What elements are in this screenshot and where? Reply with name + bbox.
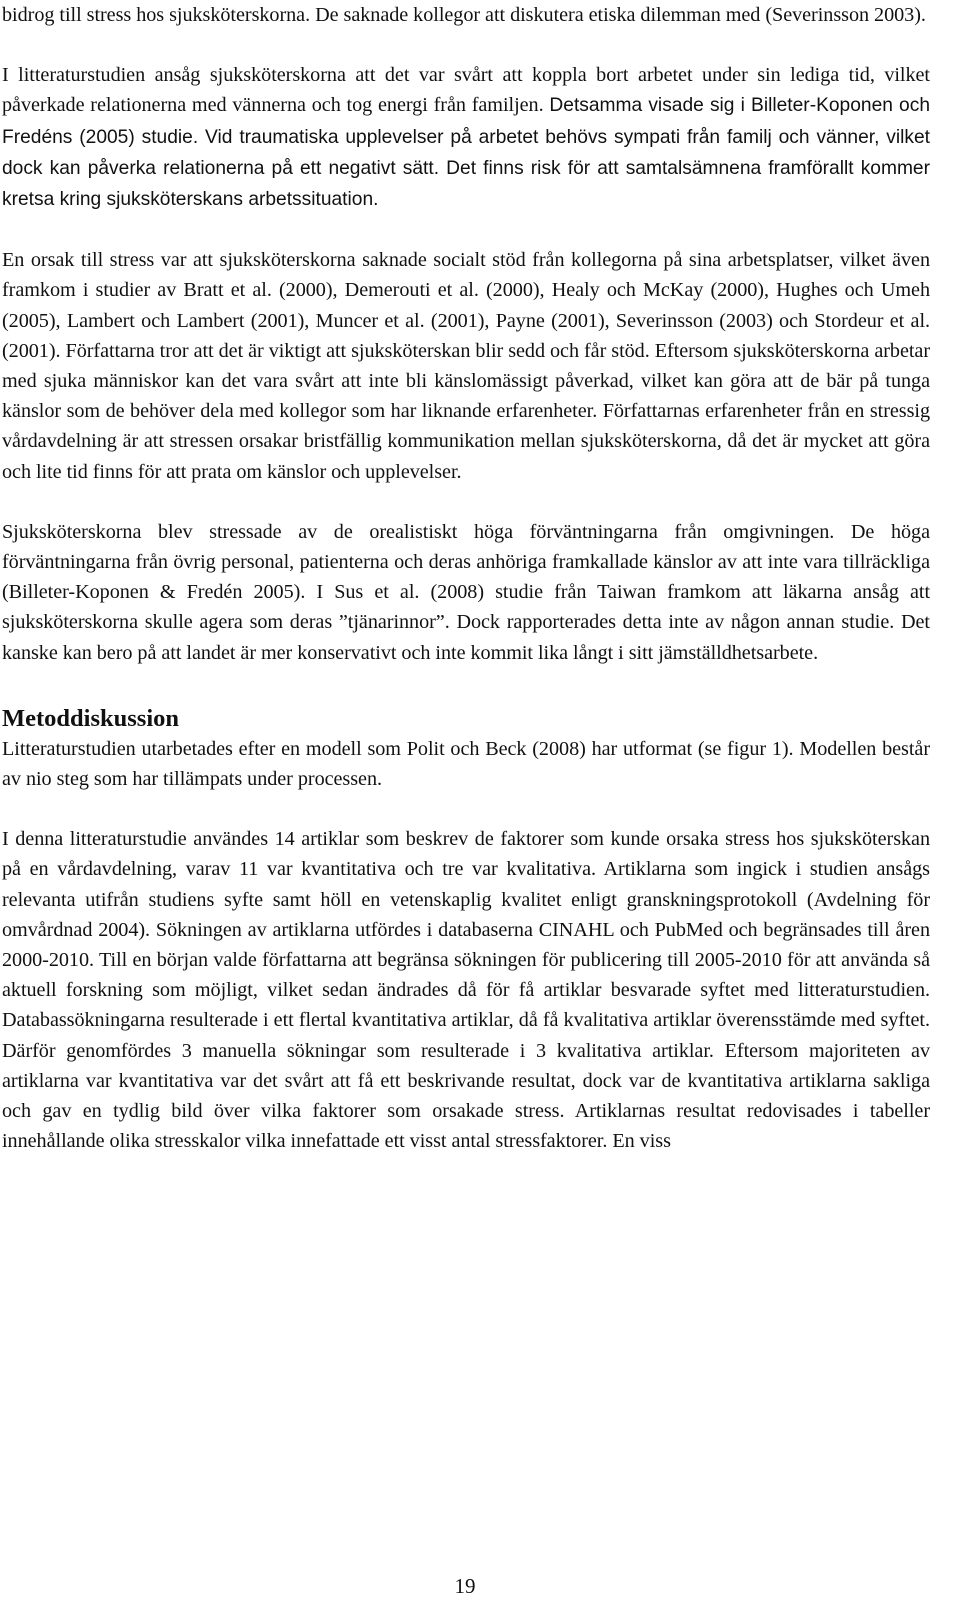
paragraph-gap: [2, 30, 930, 60]
page-number: 19: [454, 1574, 476, 1598]
paragraph-2-part-a: I litteraturstudien ansåg sjuksköterskorna att det var svårt att koppla bort arbetet under sin lediga tid, vilket påverkade relationerna med vännerna och tog energi från familjen.: [2, 64, 930, 117]
paragraph-3: En orsak till stress var att sjuksköterskorna saknade socialt stöd från kollegorna på sina arbetsplatser, vilket även framkom i studier av Bratt et al. (2000), Demerouti et al. (2000), Healy och McKay (2000), Hughes och Umeh (2005), Lambert och Lambert (2001), Muncer et al. (2001), Payne (2001), Severinsson (2003) och Stordeur et al. (2001). Författarna tror att det är viktigt att sjuksköterskan blir sedd och får stöd. Eftersom sjuksköterskorna arbetar med sjuka människor kan det vara svårt att inte bli känslomässigt påverkad, vilket kan göra att de bär på tunga känslor som de behöver dela med kollegor som har liknande erfarenheter. Författarnas erfarenheter från en stressig vårdavdelning är att stressen orsakar bristfällig kommunikation mellan sjuksköterskorna, då det är mycket att göra och lite tid finns för att prata om känslor och upplevelser.: [2, 249, 930, 483]
paragraph-gap: [2, 794, 930, 824]
paragraph-6: I denna litteraturstudie användes 14 artiklar som beskrev de faktorer som kunde orsaka stress hos sjuksköterskan på en vårdavdelning, varav 11 var kvantitativa och tre var kvalitativa. Artiklarna som ingick i studien ansågs relevanta utifrån studiens syfte samt höll en vetenskaplig kvalitet enligt granskningsprotokoll (Avdelning för omvårdnad 2004). Sökningen av artiklarna utfördes i databaserna CINAHL och PubMed och begränsades till åren 2000-2010. Till en början valde författarna att begränsa sökningen för publicering till 2005-2010 för att använda så aktuell forskning som möjligt, vilket sedan ändrades då för få artiklar besvarade syftet med litteraturstudien. Databassökningarna resulterade i ett flertal kvantitativa artiklar, då få kvalitativa artiklar överensstämde med syftet. Därför genomfördes 3 manuella sökningar som resulterade i 3 kvalitativa artiklar. Eftersom majoriteten av artiklarna var kvantitativa var det svårt att få ett beskrivande resultat, dock var de kvantitativa artiklarna sakliga och gav en tydlig bild över vilka faktorer som orsakade stress. Artiklarnas resultat redovisades i tabeller innehållande olika stresskalor vilka innefattade ett visst antal stressfaktorer. En viss: [2, 828, 930, 1153]
paragraph-2-part-b: Detsamma visade sig i Billeter-Koponen och Fredéns (2005) studie. Vid traumatiska upplevelser på arbetet behövs sympati från familj och vänner, vilket dock kan påverka relationerna på ett negativt sätt. Det finns risk för att samtalsämnena framförallt kommer kretsa kring sjuksköterskans arbetssituation.: [2, 95, 930, 211]
paragraph-2: [2, 60, 930, 215]
paragraph-gap: [2, 215, 930, 245]
paragraph-4: Sjuksköterskorna blev stressade av de orealistiskt höga förväntningarna från omgivningen. De höga förväntningarna från övrig personal, patienterna och deras anhöriga framkallade känslor av att inte vara tillräckliga (Billeter-Koponen & Fredén 2005). I Sus et al. (2008) studie från Taiwan framkom att läkarna ansåg att sjuksköterskorna skulle agera som deras ”tjänarinnor”. Dock rapporterades detta inte av någon annan studie. Det kanske kan bero på att landet är mer konservativt och inte kommit lika långt i sitt jämställdhetsarbete.: [2, 520, 930, 664]
paragraph-5: Litteraturstudien utarbetades efter en modell som Polit och Beck (2008) har utformat (se figur 1). Modellen består av nio steg som har tillämpats under processen.: [2, 737, 930, 791]
paragraph-1: bidrog till stress hos sjuksköterskorna. De saknade kollegor att diskutera etiska dilemman med (Severinsson 2003).: [2, 4, 926, 26]
paragraph-gap: [2, 487, 930, 517]
document-page: [2, 0, 930, 1157]
section-heading: Metoddiskussion: [2, 704, 180, 732]
